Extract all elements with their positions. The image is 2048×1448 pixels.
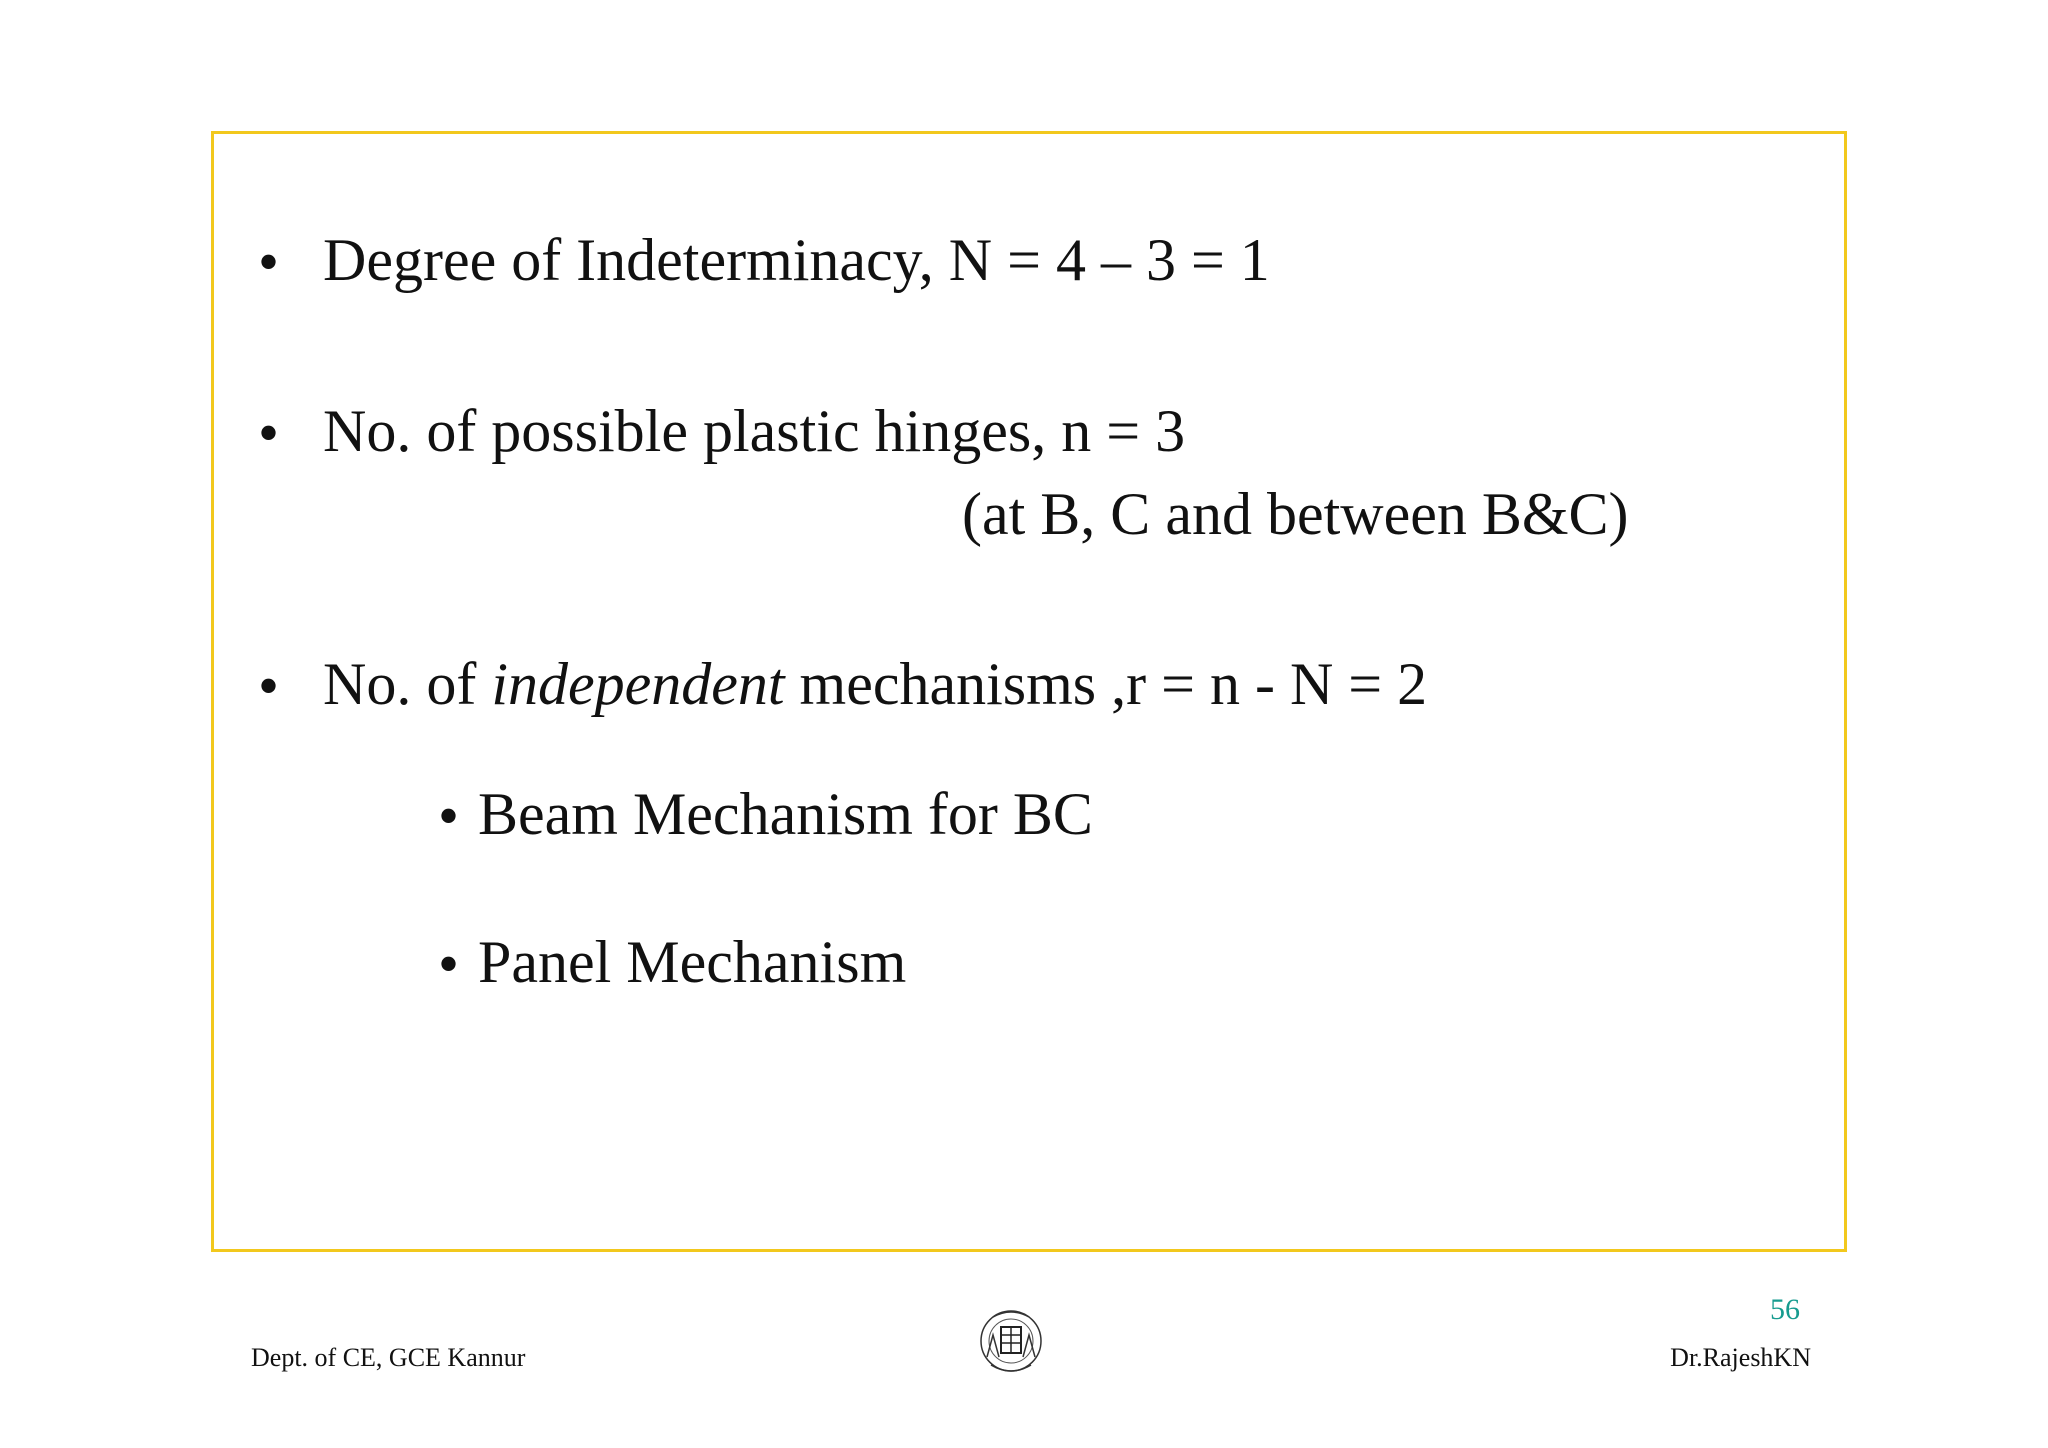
bullet-mechanisms-prefix: No. of [323, 651, 492, 717]
sub-bullet-marker: • [438, 931, 460, 997]
bullet-mechanisms-suffix: mechanisms ,r = n - N = 2 [784, 651, 1428, 717]
footer-department: Dept. of CE, GCE Kannur [251, 1343, 526, 1372]
page-number: 56 [1770, 1293, 1800, 1326]
bullet-marker: • [258, 229, 280, 295]
bullet-plastic-hinges-continuation: (at B, C and between B&C) [962, 481, 1629, 547]
bullet-plastic-hinges: No. of possible plastic hinges, n = 3 [323, 398, 1186, 464]
bullet-marker: • [258, 653, 280, 719]
sub-bullet-beam-mechanism: Beam Mechanism for BC [478, 781, 1093, 847]
bullet-indeterminacy: Degree of Indeterminacy, N = 4 – 3 = 1 [323, 227, 1270, 293]
bullet-marker: • [258, 400, 280, 466]
bullet-independent-mechanisms [323, 651, 1428, 717]
college-emblem-icon [977, 1305, 1045, 1381]
bullet-mechanisms-emphasis: independent [491, 651, 785, 717]
sub-bullet-panel-mechanism: Panel Mechanism [478, 929, 907, 995]
sub-bullet-marker: • [438, 783, 460, 849]
footer-author: Dr.RajeshKN [1670, 1343, 1811, 1372]
